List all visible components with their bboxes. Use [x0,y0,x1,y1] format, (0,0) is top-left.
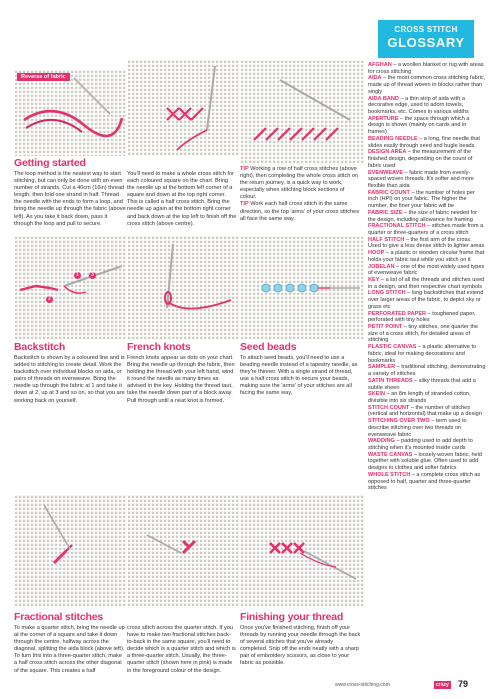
glossary-header-line1: CROSS STITCH [394,25,458,34]
backstitch-photo [14,236,126,340]
getting-started-tips [240,166,362,223]
glossary-entry: EVENWEAVE – fabric made from evenly-spaced woven threads. It's softer and more flexible than aida [368,169,474,189]
getting-started-text-2: You'll need to make a whole cross stitch for each coloured square on the chart. Bring the needle up at the bottom left corner of a square and down at the top right corner. This is called a half cross stitch. Bring the needle up again at the bottom right corner and back down at the top left to finish off the cross stitch (above centre). [127,171,237,227]
glossary-entry: AIDA BAND – a thin strip of aida with a decorative edge, used to adorn towels, bookmarks, etc. Comes in various widths [368,95,469,116]
glossary-entry: STITCHING OVER TWO – term used to describe stitching over two threads on evenweave fabric [368,418,467,438]
loop-method-illustration [14,70,126,156]
glossary-entry: BEADING NEEDLE – a long, fine needle that slides easily through seed and bugle beads [368,135,480,149]
glossary-entry: AIDA – the most common cross stitching fabric, made up of thread woven in blocks rather than singly [368,75,486,95]
glossary-entry: APERTURE – the space through which a design is shown (mainly on cards and in frames) [368,115,470,136]
page-number: 79 [458,679,469,689]
fractional-photo-right [127,495,239,607]
three-quarter-stitch-illustration [127,495,239,607]
tip-2: Work each half cross stitch in the same direction, so the top 'arms' of your cross stitches all face the same way. [240,201,360,222]
fractional-text: To make a quarter stitch, bring the needle up at the corner of a square and take it down through the centre, halfway across the diagonal, splitting the aida block (above left). To turn this into a three-quarter stitch, make a half cross stitch across the other diagonal of the square. This creates a half [14,625,125,674]
getting-started-title: Getting started [14,157,86,169]
getting-started-text: The loop method is the neatest way to start stitching, but can only be done with an even number of strands. Cut a 40cm (16in) thread length, then fold one strand in half. Thread the needle with the ends to form a loop, and bring the needle up through the fabric (above left). As you take it back down, pass it through the loop and pull to secure. [14,171,126,227]
page-footer [330,680,490,692]
seed-beads-text: To attach seed beads, you'll need to use a beading needle instead of a tapestry needle, as they're thinner. With a single strand of thread, use a half cross stitch to secure your beads, making sure the 'arms' of your stitches are all facing the same way. [240,355,358,397]
fractional-text-2: cross stitch across the quarter stitch. If you have to make two fractional stitches back-to-back in the same square, you'll need to decide which is a quarter stitch and which is a three-quarter stitch. Usually, the three-quarter stitch (shown here in pink) is made in the foreground colour of the design. [127,625,236,674]
cross-stitch-illustration [127,60,239,156]
half-cross-row-illustration [240,60,364,165]
glossary-entry: STITCH COUNT – the number of stitches (vertical and horizontal) that make up a design [368,404,482,418]
glossary-entry: PERFORATED PAPER – toughened paper, perforated with tiny holes [368,310,476,324]
quarter-stitch-illustration [14,495,126,607]
seed-bead-illustration [240,236,364,340]
tip-1: Working a row of half cross stitches (above right), then completing the whole cross stitch on the return journey, is a quick way to work, especially when stitching block sections of colour. [240,166,359,201]
glossary-header [378,20,474,58]
french-knots-title: French knots [127,341,191,353]
footer-magazine-badge: crazy [436,682,449,688]
glossary-entry: PLASTIC CANVAS – a plastic alternative to fabric, ideal for making decorations and bookmarks [368,344,477,364]
getting-started-photo-right [240,60,364,165]
glossary-entry: HOOP – a plastic or wooden circular frame that holds your fabric taut while you stitch on it [368,250,485,263]
backstitch-title: Backstitch [14,341,66,353]
glossary-entry: JOBELAN – one of the most widely used types of evenweave fabric [368,263,485,277]
glossary-entry: FRACTIONAL STITCH – stitches made from a quarter or three-quarters of a cross stitch [368,223,484,236]
finishing-title: Finishing your thread [240,611,344,623]
glossary-entry: FABRIC SIZE – the size of fabric needed for the design, including allowance for framing [368,209,478,223]
glossary-entry: AFGHAN – a woollen blanket or rug with areas for cross stitching [368,62,484,75]
getting-started-photo-left [14,70,126,156]
getting-started-photo-centre [127,60,239,156]
glossary-entry: WASTE CANVAS – loosely woven fabric, held together with soluble glue. Often used to add designs to clothes and softer fabrics [368,451,482,472]
footer-url[interactable]: www.cross-stitching.com [335,682,390,688]
glossary-entry: DESIGN AREA – the measurement of the finished design, depending on the count of fabric used [368,149,473,169]
backstitch-illustration [14,236,126,340]
glossary-entry: KEY – a list of all the threads and stitches used in a design, and their respective chart symbols [368,277,485,290]
glossary-entry: HALF STITCH – the first arm of the cross. Used to give a less dense stitch to lighter areas [368,236,485,250]
step-3-marker: 3 [89,272,96,279]
french-knot-illustration [127,236,239,340]
finishing-text: Once you've finished stitching, finish off your threads by running your needle through the back of several stitches that you've already completed. Snip off the ends neatly with a sharp pair of embroidery scissors, as close to your fabric as possible. [240,625,361,667]
glossary-entry: WADDING – padding used to add depth to stitching when it's mounted inside cards [368,438,473,451]
french-knots-text: French knots appear as dots on your chart. Bring the needle up through the fabric, then holding the thread with your left hand, wind it round the needle as many times as advised in the key. Holding the thread taut, take the needle down part of a block away. Pull through until a neat knot is formed. [127,355,235,404]
seed-beads-title: Seed beads [240,341,297,353]
finishing-thread-illustration [240,495,364,607]
reverse-of-fabric-tag: Reverse of fabric [17,73,70,81]
glossary-entry: SATIN THREADS – silky threads that add a subtle sheen [368,377,476,391]
glossary-entry: PETIT POINT – tiny stitches, one quarter the size of a cross stitch, for detailed areas of stitching [368,324,479,344]
seed-beads-photo [240,236,364,340]
step-2-marker: 2 [46,296,53,303]
glossary-header-line2: GLOSSARY [387,35,465,50]
glossary-list [368,62,486,492]
tip-label-2: TIP [240,201,249,208]
glossary-entry: WHOLE STITCH – a complete cross stitch as opposed to half, quarter and three-quarter stitches [368,471,481,492]
glossary-entry: FABRIC COUNT – the number of holes per inch (HPI) on your fabric. The higher the number, the finer your fabric will be [368,189,475,210]
fractional-title: Fractional stitches [14,611,103,623]
glossary-entry: SKEIN – an 8m length of stranded cotton, divisible into six strands [368,391,471,404]
fractional-photo-left [14,495,126,607]
tip-label-1: TIP [240,166,249,172]
finishing-photo [240,495,364,607]
glossary-entry: LONG STITCH – long backstitches that extend over larger areas of the fabric, to depict sky or grass etc [368,290,484,310]
backstitch-text: Backstitch is shown by a coloured line and is added to stitching to create detail. Work the backstitch over individual blocks on aida, or pairs of threads on evenweave. Bring the needle up through the fabric at 1 and take it down at 2, up at 3 and so on, so that you are working back on yourself. [14,355,125,404]
step-1-marker: 1 [74,272,81,279]
french-knots-photo [127,236,239,340]
glossary-entry: SAMPLER – traditional stitching, demonstrating a variety of stitches [368,364,486,378]
